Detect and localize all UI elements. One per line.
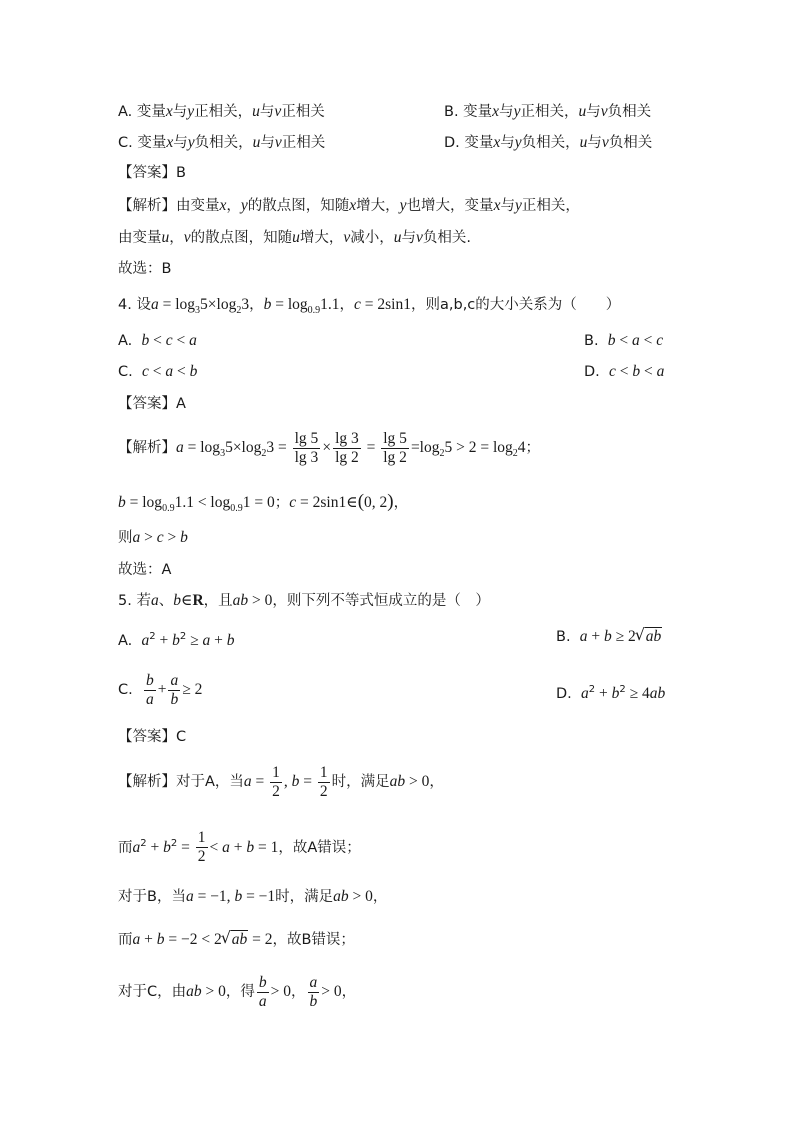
q3-option-b: B. 变量x与y正相关，u与v负相关 [444, 103, 652, 120]
q4-analysis-line-2: $b = \log_{0.9}1.1 < \log_{0.9}1 = 0$；c = 2sin1∈(0, 2)， [118, 491, 409, 515]
q4-answer: 【答案】A [118, 396, 186, 412]
q3-answer: 【答案】B [118, 165, 186, 181]
q5-option-b: B. a + b ≥ 2 √ ab [556, 627, 662, 647]
q5-analysis-line-3: 对于B，当a = −1, b = −1时，满足ab > 0， [118, 888, 388, 905]
q5-stem: 5. 若a、b∈R，且ab > 0，则下列不等式恒成立的是（ ） [118, 592, 490, 609]
q3-conclusion: 故选：B [118, 261, 172, 277]
q4-option-a: A. b < c < a [118, 332, 197, 349]
q4-option-d: D. c < b < a [584, 363, 665, 380]
q5-analysis-line-2: 而$a^2 + b^2$ = $\frac{1}{2}$ < a + b = 1，故A错误； [118, 829, 361, 866]
q5-analysis-line-1: 【解析】对于A，当a = $\frac{1}{2}$ , b = $\frac{1}{2}$ 时，满足ab > 0， [118, 763, 444, 800]
q3-option-a: A. 变量x与y正相关，u与v正相关 [118, 103, 325, 120]
q5-option-d: D. $a^2 + b^2 \ge 4ab$ [556, 684, 666, 702]
q3-analysis-line-1: 【解析】由变量x，y的散点图，知随x增大，y也增大，变量x与y正相关， [118, 197, 580, 214]
q3-option-d: D. 变量x与y负相关，u与v负相关 [444, 134, 653, 151]
q5-analysis-line-5: 对于C，由ab > 0，得 $\frac{b}{a}$ > 0， $\frac{a}{b}$ > 0， [118, 973, 357, 1010]
q5-option-a: A. $a^2 + b^2 \ge a + b$ [118, 631, 235, 649]
q4-stem: 4. 设$a = \log_35\times\log_23$，$b = \log_{0.9}1.1$，c = 2sin1，则a,b,c的大小关系为（ ） [118, 296, 621, 317]
q4-analysis-line-1: 【解析】$a = \log_35\times\log_23$ = $\frac{\lg 5}{\lg 3}$ × $\frac{\lg 3}{\lg 2}$ = $\frac{\lg 5}{\lg 2}$ $=\log_25 > 2 = \log_24$； [118, 429, 541, 466]
q4-option-b: B. b < a < c [584, 332, 664, 349]
q4-analysis-line-3: 则a > c > b [118, 529, 188, 546]
q3-option-c: C. 变量x与y负相关，u与v正相关 [118, 134, 326, 151]
q4-conclusion: 故选：A [118, 562, 172, 578]
q3-analysis-line-2: 由变量u，v的散点图，知随u增大，v减小，u与v负相关. [118, 229, 472, 246]
q5-analysis-line-4: 而a + b = −2 < 2 √ ab = 2，故B错误； [118, 930, 355, 950]
q5-option-c: C. $\frac{b}{a}$ + $\frac{a}{b}$ ≥ 2 [118, 671, 203, 708]
q4-option-c: C. c < a < b [118, 363, 198, 380]
q5-answer: 【答案】C [118, 729, 187, 745]
